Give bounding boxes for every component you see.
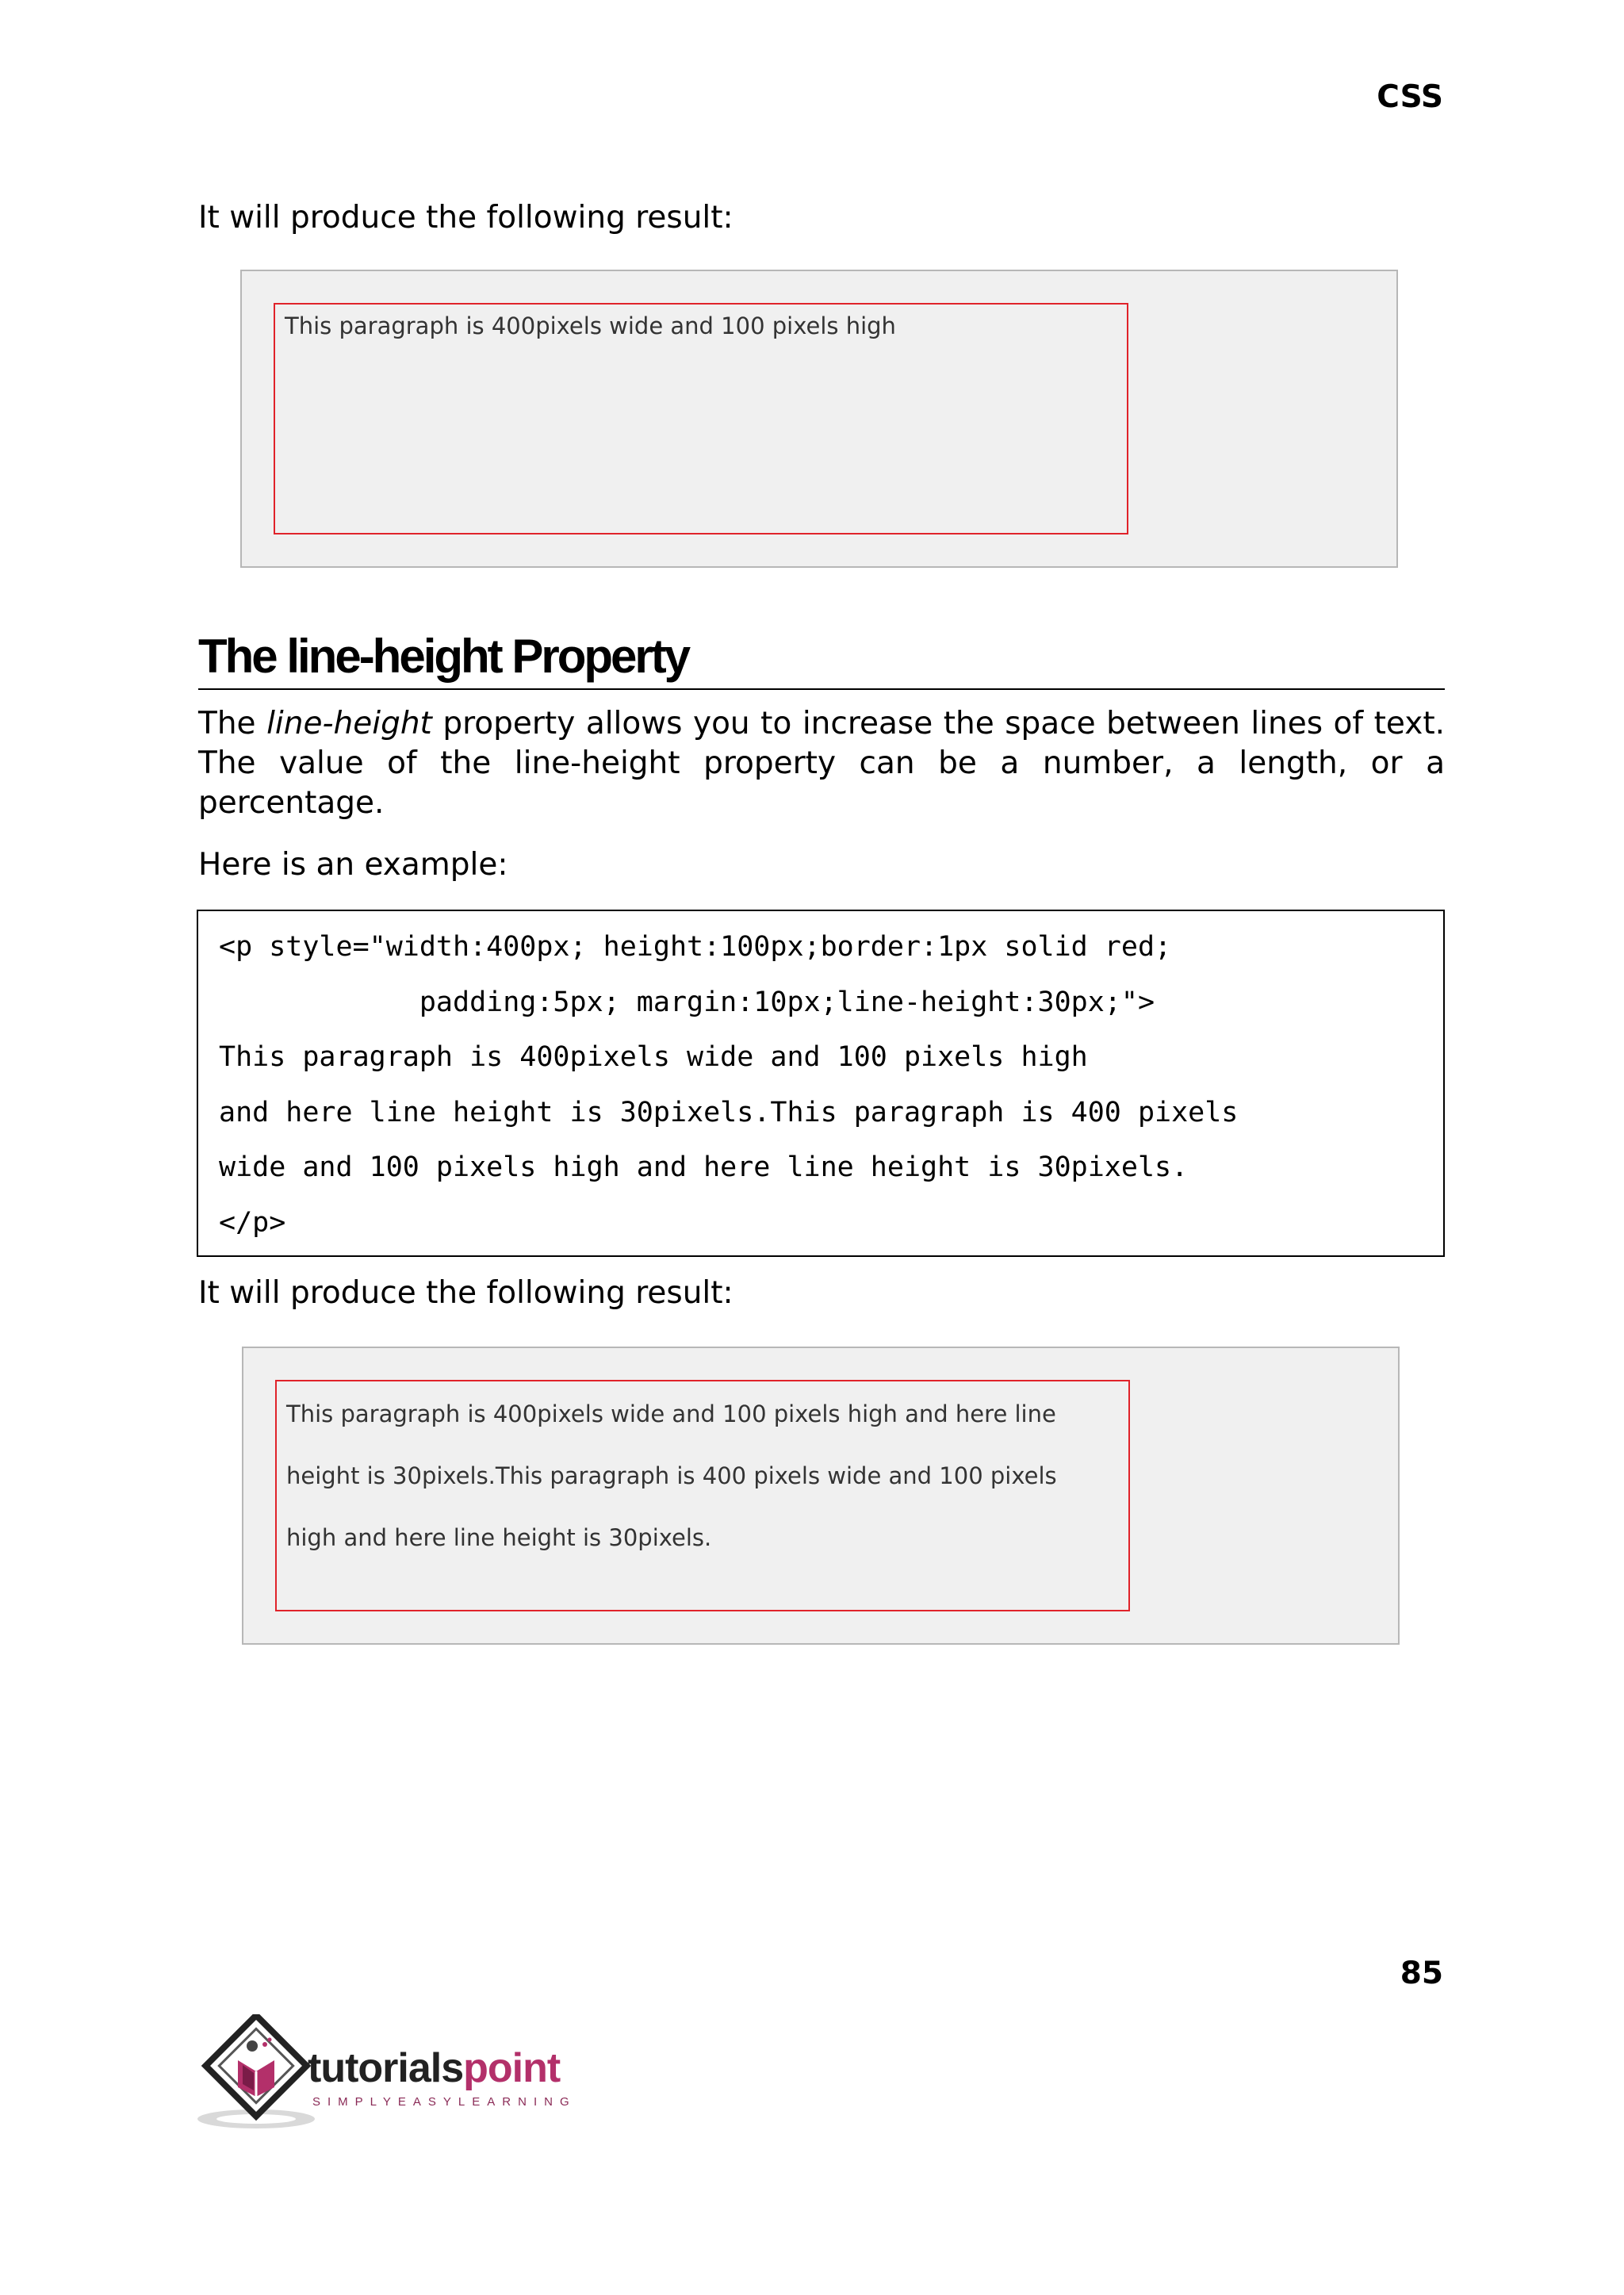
code-line: and here line height is 30pixels.This paragraph is 400 pixels: [219, 1096, 1239, 1128]
intro-line-1-post: property allows you to increase the space between lines of text.: [431, 706, 1446, 741]
intro-keyword: line-height: [266, 706, 432, 741]
code-block: [197, 910, 1445, 1257]
result-intro-1: It will produce the following result:: [198, 200, 733, 236]
result-preview-2: [242, 1347, 1400, 1645]
code-line: padding:5px; margin:10px;line-height:30px;">: [219, 986, 1155, 1018]
logo-diamond-icon: [197, 2014, 316, 2133]
demo-line: high and here line height is 30pixels.: [286, 1524, 712, 1551]
demo-paragraph-text: This paragraph is 400pixels wide and 100 pixels high: [285, 312, 896, 339]
demo-paragraph: [274, 303, 1128, 534]
demo-line: This paragraph is 400pixels wide and 100 pixels high and here line: [286, 1400, 1056, 1427]
section-heading: The line-height Property: [198, 628, 1445, 690]
logo-word-main: tutorials: [308, 2045, 464, 2091]
intro-line-1: [198, 704, 1445, 744]
result-intro-2: It will produce the following result:: [198, 1275, 733, 1311]
code-line: </p>: [219, 1206, 286, 1239]
intro-line-3: percentage.: [198, 785, 385, 821]
intro-line-1-pre: The: [198, 706, 267, 741]
code-line: <p style="width:400px; height:100px;border:1px solid red;: [219, 931, 1172, 963]
code-line: wide and 100 pixels high and here line height is 30pixels.: [219, 1151, 1189, 1183]
demo-line: height is 30pixels.This paragraph is 400 pixels wide and 100 pixels: [286, 1462, 1057, 1489]
logo-wordmark: [308, 2044, 560, 2092]
tutorialspoint-logo: [197, 2014, 609, 2133]
example-label: Here is an example:: [198, 847, 508, 883]
logo-tagline: SIMPLYEASYLEARNING: [312, 2095, 576, 2109]
section-intro: [198, 704, 1445, 823]
page-number: 85: [1400, 1956, 1443, 1991]
logo-word-accent: point: [463, 2045, 561, 2091]
running-header: CSS: [1377, 79, 1443, 115]
intro-line-2: The value of the line-height property can be a number, a length, or a: [198, 745, 1445, 781]
code-line: This paragraph is 400pixels wide and 100 pixels high: [219, 1041, 1088, 1073]
result-preview-1: [240, 270, 1398, 568]
demo-paragraph-line-height: [275, 1380, 1130, 1611]
